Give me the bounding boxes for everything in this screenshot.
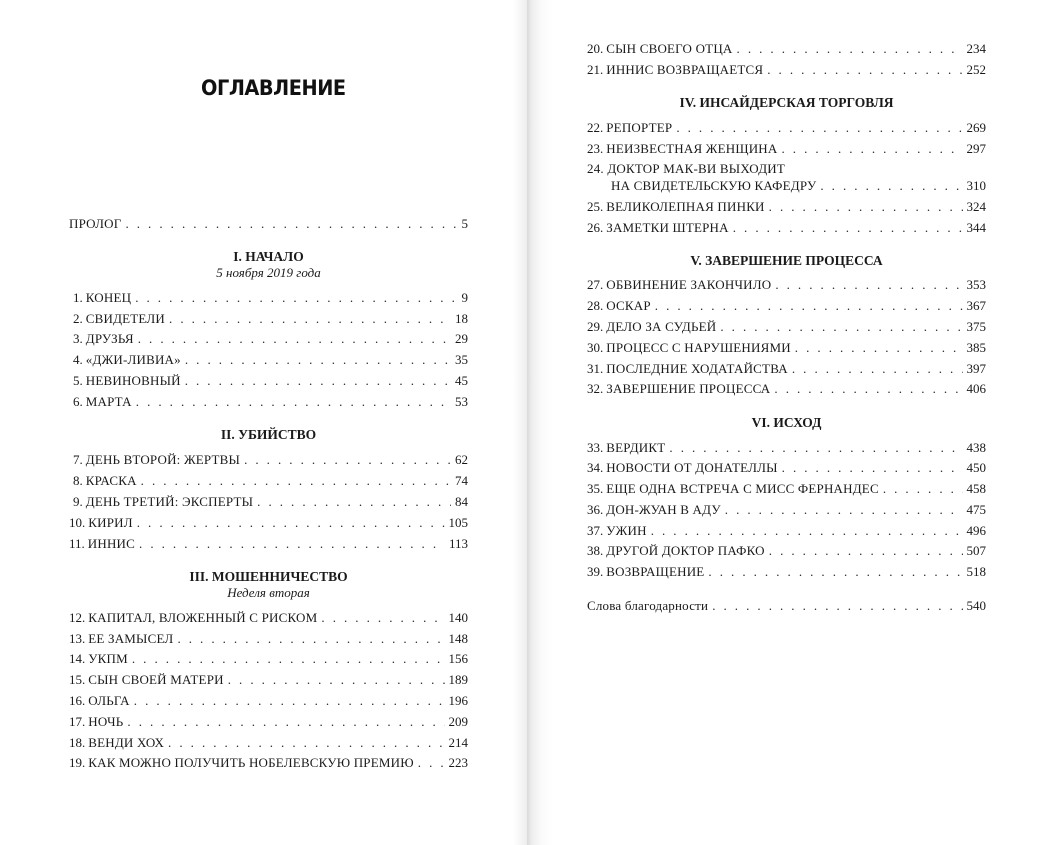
toc-entry-acknowledgements bbox=[587, 598, 986, 614]
dot-leader bbox=[418, 755, 445, 771]
entry-number: 36. bbox=[587, 502, 604, 517]
dot-leader bbox=[168, 735, 444, 751]
entry-page: 234 bbox=[966, 41, 986, 56]
toc-entry bbox=[587, 277, 986, 293]
dot-leader bbox=[141, 473, 451, 489]
toc-entry-first-line bbox=[587, 161, 785, 177]
dot-leader bbox=[651, 523, 963, 539]
part-heading: V. ЗАВЕРШЕНИЕ ПРОЦЕССА bbox=[690, 253, 883, 268]
toc-entry bbox=[587, 120, 986, 136]
entry-title: ЕЕ ЗАМЫСЕЛ bbox=[88, 631, 174, 646]
toc-entry-prologue bbox=[69, 216, 468, 232]
toc-entry bbox=[69, 452, 468, 468]
entry-title: ОСКАР bbox=[606, 298, 651, 313]
entry-title: ВЕНДИ ХОХ bbox=[88, 735, 165, 750]
entry-number: 34. bbox=[587, 460, 604, 475]
toc-entry bbox=[69, 290, 468, 306]
entry-title: КАПИТАЛ, ВЛОЖЕННЫЙ С РИСКОМ bbox=[88, 610, 318, 625]
dot-leader bbox=[321, 610, 444, 626]
entry-number: 29. bbox=[587, 319, 604, 334]
dot-leader bbox=[257, 494, 451, 510]
entry-number: 26. bbox=[587, 220, 604, 235]
entry-title: ИННИС bbox=[87, 536, 136, 551]
entry-page: 140 bbox=[448, 610, 468, 625]
entry-title: ДРУЗЬЯ bbox=[85, 331, 134, 346]
entry-number: 31. bbox=[587, 361, 604, 376]
entry-number: 22. bbox=[587, 120, 604, 135]
left-page bbox=[0, 0, 527, 845]
toc-entry bbox=[587, 564, 986, 580]
toc-entry bbox=[69, 373, 468, 389]
entry-title: НОВОСТИ ОТ ДОНАТЕЛЛЫ bbox=[606, 460, 778, 475]
entry-number: 5. bbox=[73, 373, 83, 388]
entry-title: КРАСКА bbox=[85, 473, 137, 488]
part-heading: II. УБИЙСТВО bbox=[220, 427, 317, 442]
toc-entry bbox=[611, 178, 986, 194]
entry-page: 518 bbox=[966, 564, 986, 579]
entry-page: 5 bbox=[461, 216, 468, 231]
entry-page: 45 bbox=[455, 373, 468, 388]
entry-number: 30. bbox=[587, 340, 604, 355]
dot-leader bbox=[792, 361, 963, 377]
dot-leader bbox=[135, 290, 457, 306]
entry-title: ОБВИНЕНИЕ ЗАКОНЧИЛО bbox=[606, 277, 772, 292]
entry-title: НОЧЬ bbox=[88, 714, 124, 729]
toc-entry bbox=[587, 440, 986, 456]
dot-leader bbox=[228, 672, 445, 688]
entry-page: 450 bbox=[966, 460, 986, 475]
entry-title: КАК МОЖНО ПОЛУЧИТЬ НОБЕЛЕВСКУЮ ПРЕМИЮ bbox=[88, 755, 414, 770]
entry-title: ДЕНЬ ВТОРОЙ: ЖЕРТВЫ bbox=[85, 452, 241, 467]
entry-title: СВИДЕТЕЛИ bbox=[85, 311, 166, 326]
page-title: ОГЛАВЛЕНИЕ bbox=[201, 76, 346, 100]
entry-page: 297 bbox=[966, 141, 986, 156]
toc-entry bbox=[587, 361, 986, 377]
entry-page: 214 bbox=[448, 735, 468, 750]
entry-page: 458 bbox=[966, 481, 986, 496]
dot-leader bbox=[781, 141, 962, 157]
dot-leader bbox=[733, 220, 963, 236]
toc-entry bbox=[587, 460, 986, 476]
dot-leader bbox=[127, 714, 444, 730]
entry-page: 353 bbox=[966, 277, 986, 292]
entry-page: 113 bbox=[448, 536, 468, 551]
entry-page: 406 bbox=[966, 381, 986, 396]
entry-page: 105 bbox=[448, 515, 468, 530]
toc-entry bbox=[587, 220, 986, 236]
entry-page: 397 bbox=[966, 361, 986, 376]
entry-title: ПРОЦЕСС С НАРУШЕНИЯМИ bbox=[606, 340, 791, 355]
entry-page: 375 bbox=[966, 319, 986, 334]
toc-entry bbox=[69, 515, 468, 531]
part-subheading: Неделя вторая bbox=[227, 585, 310, 600]
entry-number: 16. bbox=[69, 693, 86, 708]
toc-entry bbox=[69, 651, 468, 667]
entry-page: 189 bbox=[448, 672, 468, 687]
entry-number: 15. bbox=[69, 672, 86, 687]
entry-number: 21. bbox=[587, 62, 604, 77]
entry-number: 20. bbox=[587, 41, 604, 56]
dot-leader bbox=[138, 331, 451, 347]
entry-page: 507 bbox=[966, 543, 986, 558]
entry-page: 344 bbox=[966, 220, 986, 235]
dot-leader bbox=[132, 651, 445, 667]
entry-title: РЕПОРТЕР bbox=[606, 120, 673, 135]
entry-page: 29 bbox=[455, 331, 468, 346]
entry-page: 475 bbox=[966, 502, 986, 517]
dot-leader bbox=[725, 502, 963, 518]
dot-leader bbox=[775, 277, 962, 293]
toc-entry bbox=[587, 340, 986, 356]
entry-number: 32. bbox=[587, 381, 604, 396]
entry-page: 35 bbox=[455, 352, 468, 367]
dot-leader bbox=[883, 481, 963, 497]
entry-page: 252 bbox=[966, 62, 986, 77]
part-heading: IV. ИНСАЙДЕРСКАЯ ТОРГОВЛЯ bbox=[679, 95, 894, 110]
entry-title: МАРТА bbox=[85, 394, 132, 409]
entry-page: 223 bbox=[448, 755, 468, 770]
toc-entry bbox=[69, 610, 468, 626]
entry-number: 3. bbox=[73, 331, 83, 346]
dot-leader bbox=[676, 120, 962, 136]
toc-entry bbox=[587, 141, 986, 157]
toc-entry bbox=[69, 672, 468, 688]
toc-entry bbox=[587, 298, 986, 314]
dot-leader bbox=[820, 178, 962, 194]
dot-leader bbox=[767, 62, 962, 78]
entry-title: ПРОЛОГ bbox=[69, 216, 122, 231]
dot-leader bbox=[712, 598, 962, 614]
dot-leader bbox=[125, 216, 457, 232]
dot-leader bbox=[169, 311, 451, 327]
entry-page: 438 bbox=[966, 440, 986, 455]
entry-title: ПОСЛЕДНИЕ ХОДАТАЙСТВА bbox=[606, 361, 788, 376]
entry-title: УЖИН bbox=[606, 523, 647, 538]
dot-leader bbox=[655, 298, 963, 314]
entry-number: 12. bbox=[69, 610, 86, 625]
entry-title: ДЕНЬ ТРЕТИЙ: ЭКСПЕРТЫ bbox=[85, 494, 254, 509]
dot-leader bbox=[737, 41, 963, 57]
entry-title: ЕЩЕ ОДНА ВСТРЕЧА С МИСС ФЕРНАНДЕС bbox=[606, 481, 879, 496]
entry-page: 74 bbox=[455, 473, 468, 488]
entry-page: 269 bbox=[966, 120, 986, 135]
part-heading: VI. ИСХОД bbox=[751, 415, 822, 430]
dot-leader bbox=[774, 381, 962, 397]
entry-title: Слова благодарности bbox=[587, 598, 709, 613]
dot-leader bbox=[139, 536, 445, 552]
entry-title: НЕВИНОВНЫЙ bbox=[85, 373, 181, 388]
entry-number: 11. bbox=[69, 536, 85, 551]
entry-number: 33. bbox=[587, 440, 604, 455]
dot-leader bbox=[185, 373, 451, 389]
entry-page: 53 bbox=[455, 394, 468, 409]
entry-page: 84 bbox=[455, 494, 468, 509]
toc-entry bbox=[587, 481, 986, 497]
entry-title: КОНЕЦ bbox=[85, 290, 132, 305]
entry-page: 496 bbox=[966, 523, 986, 538]
dot-leader bbox=[136, 394, 451, 410]
entry-title: СЫН СВОЕГО ОТЦА bbox=[606, 41, 733, 56]
toc-entry bbox=[69, 494, 468, 510]
entry-number: 39. bbox=[587, 564, 604, 579]
entry-number: 10. bbox=[69, 515, 86, 530]
entry-title: ЗАМЕТКИ ШТЕРНА bbox=[606, 220, 729, 235]
toc-entry bbox=[69, 631, 468, 647]
entry-title: УКПМ bbox=[88, 651, 128, 666]
toc-entry bbox=[587, 502, 986, 518]
entry-title: ДОН-ЖУАН В АДУ bbox=[606, 502, 721, 517]
part-heading: III. МОШЕННИЧЕСТВО bbox=[189, 569, 348, 584]
dot-leader bbox=[185, 352, 451, 368]
entry-number: 23. bbox=[587, 141, 604, 156]
entry-number: 2. bbox=[73, 311, 83, 326]
entry-title: НА СВИДЕТЕЛЬСКУЮ КАФЕДРУ bbox=[611, 178, 817, 193]
entry-title: КИРИЛ bbox=[88, 515, 133, 530]
dot-leader bbox=[769, 543, 963, 559]
toc-entry bbox=[69, 693, 468, 709]
dot-leader bbox=[134, 693, 445, 709]
entry-number: 35. bbox=[587, 481, 604, 496]
entry-title: ВЕРДИКТ bbox=[606, 440, 666, 455]
entry-page: 156 bbox=[448, 651, 468, 666]
dot-leader bbox=[720, 319, 962, 335]
toc-entry bbox=[587, 543, 986, 559]
entry-number: 13. bbox=[69, 631, 86, 646]
entry-page: 310 bbox=[966, 178, 986, 193]
entry-page: 209 bbox=[448, 714, 468, 729]
entry-number: 4. bbox=[73, 352, 83, 367]
dot-leader bbox=[669, 440, 962, 456]
entry-number: 19. bbox=[69, 755, 86, 770]
entry-number: 18. bbox=[69, 735, 86, 750]
dot-leader bbox=[795, 340, 963, 356]
entry-page: 148 bbox=[448, 631, 468, 646]
entry-title: ДЕЛО ЗА СУДЬЕЙ bbox=[606, 319, 717, 334]
dot-leader bbox=[708, 564, 962, 580]
dot-leader bbox=[244, 452, 451, 468]
toc-entry bbox=[587, 41, 986, 57]
toc-entry bbox=[69, 735, 468, 751]
entry-number: 27. bbox=[587, 277, 604, 292]
entry-title: «ДЖИ-ЛИВИА» bbox=[85, 352, 181, 367]
toc-entry bbox=[69, 352, 468, 368]
toc-entry bbox=[69, 394, 468, 410]
entry-title-line1: ДОКТОР МАК-ВИ ВЫХОДИТ bbox=[607, 161, 786, 176]
entry-number: 9. bbox=[73, 494, 83, 509]
part-subheading: 5 ноября 2019 года bbox=[216, 265, 321, 280]
entry-page: 9 bbox=[461, 290, 468, 305]
entry-page: 62 bbox=[455, 452, 468, 467]
toc-entry bbox=[587, 381, 986, 397]
toc-entry bbox=[587, 523, 986, 539]
entry-title: СЫН СВОЕЙ МАТЕРИ bbox=[88, 672, 224, 687]
entry-title: ДРУГОЙ ДОКТОР ПАФКО bbox=[606, 543, 765, 558]
entry-number: 7. bbox=[73, 452, 83, 467]
entry-title: НЕИЗВЕСТНАЯ ЖЕНЩИНА bbox=[606, 141, 778, 156]
entry-title: ВЕЛИКОЛЕПНАЯ ПИНКИ bbox=[606, 199, 765, 214]
entry-number: 25. bbox=[587, 199, 604, 214]
entry-number: 8. bbox=[73, 473, 83, 488]
entry-number: 17. bbox=[69, 714, 86, 729]
entry-number: 6. bbox=[73, 394, 83, 409]
entry-title: ВОЗВРАЩЕНИЕ bbox=[606, 564, 705, 579]
toc-entry bbox=[587, 62, 986, 78]
dot-leader bbox=[177, 631, 444, 647]
dot-leader bbox=[137, 515, 445, 531]
toc-entry bbox=[69, 331, 468, 347]
part-heading: I. НАЧАЛО bbox=[233, 249, 304, 264]
entry-title: ОЛЬГА bbox=[88, 693, 130, 708]
entry-number: 1. bbox=[73, 290, 83, 305]
entry-page: 196 bbox=[448, 693, 468, 708]
toc-entry bbox=[587, 199, 986, 215]
entry-title: ЗАВЕРШЕНИЕ ПРОЦЕССА bbox=[606, 381, 771, 396]
toc-entry bbox=[69, 755, 468, 771]
toc-entry bbox=[69, 714, 468, 730]
entry-page: 18 bbox=[455, 311, 468, 326]
toc-entry bbox=[69, 473, 468, 489]
entry-title: ИННИС ВОЗВРАЩАЕТСЯ bbox=[606, 62, 764, 77]
toc-entry bbox=[587, 319, 986, 335]
entry-number: 28. bbox=[587, 298, 604, 313]
entry-number: 37. bbox=[587, 523, 604, 538]
toc-entry bbox=[69, 536, 468, 552]
entry-number: 14. bbox=[69, 651, 86, 666]
entry-page: 540 bbox=[966, 598, 986, 613]
dot-leader bbox=[782, 460, 963, 476]
entry-number: 38. bbox=[587, 543, 604, 558]
entry-page: 385 bbox=[966, 340, 986, 355]
entry-page: 367 bbox=[966, 298, 986, 313]
toc-entry bbox=[69, 311, 468, 327]
entry-page: 324 bbox=[966, 199, 986, 214]
dot-leader bbox=[769, 199, 963, 215]
entry-number: 24. bbox=[587, 161, 604, 176]
